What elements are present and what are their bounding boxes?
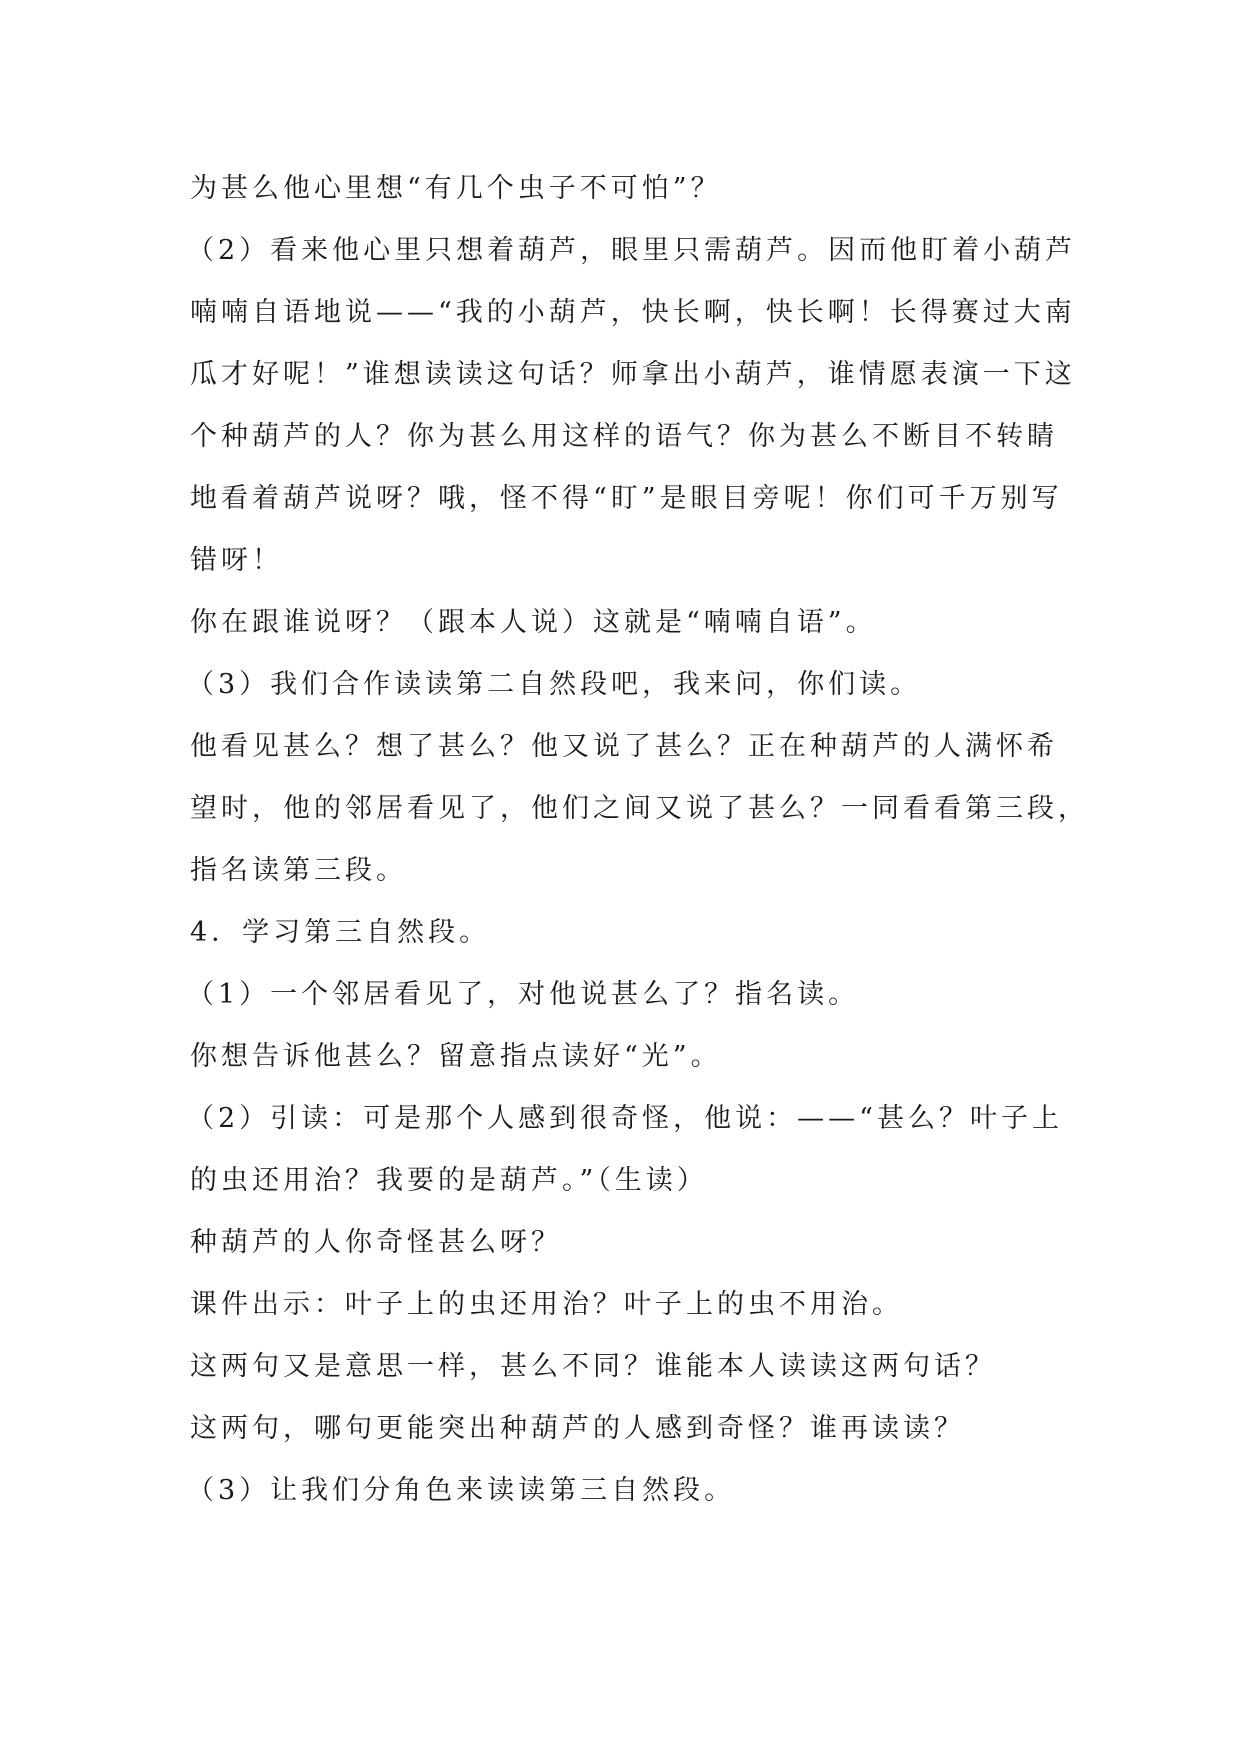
text-line: 望时，他的邻居看见了，他们之间又说了甚么？一同看看第三段， [190,793,1089,824]
document-body [187,158,1089,1522]
text-line: 你在跟谁说呀？（跟本人说）这就是“喃喃自语”。 [190,607,877,638]
text-line: 课件出示：叶子上的虫还用治？叶子上的虫不用治。 [190,1289,903,1320]
text-line: （3）我们合作读读第二自然段吧，我来问，你们读。 [187,669,922,700]
text-line: 瓜才好呢！”谁想读读这句话？师拿出小葫芦，谁情愿表演一下这 [190,359,1076,390]
text-line: 的虫还用治？我要的是葫芦。”（生读） [190,1165,708,1196]
text-line: 为甚么他心里想“有几个虫子不可怕”？ [190,173,722,204]
text-line: 你想告诉他甚么？留意指点读好“光”。 [190,1041,722,1072]
text-line: 这两句，哪句更能突出种葫芦的人感到奇怪？谁再读读？ [190,1413,965,1444]
text-line: 个种葫芦的人？你为甚么用这样的语气？你为甚么不断目不转睛 [190,421,1058,452]
text-line: （2）看来他心里只想着葫芦，眼里只需葫芦。因而他盯着小葫芦 [187,235,1077,266]
section-heading: 4．学习第三自然段。 [190,917,491,948]
text-line: 喃喃自语地说——“我的小葫芦，快长啊，快长啊！长得赛过大南 [190,297,1076,328]
text-line: （2）引读：可是那个人感到很奇怪，他说：——“甚么？叶子上 [187,1103,1063,1134]
text-line: （1）一个邻居看见了，对他说甚么了？指名读。 [187,979,860,1010]
text-line: 错呀！ [190,545,283,576]
text-line: 指名读第三段。 [190,855,407,886]
text-line: （3）让我们分角色来读读第三自然段。 [187,1475,736,1506]
text-line: 这两句又是意思一样，甚么不同？谁能本人读读这两句话？ [190,1351,996,1382]
text-line: 他看见甚么？想了甚么？他又说了甚么？正在种葫芦的人满怀希 [190,731,1058,762]
text-line: 种葫芦的人你奇怪甚么呀？ [190,1227,562,1258]
text-line: 地看着葫芦说呀？哦，怪不得“盯”是眼目旁呢！你们可千万别写 [190,483,1063,514]
